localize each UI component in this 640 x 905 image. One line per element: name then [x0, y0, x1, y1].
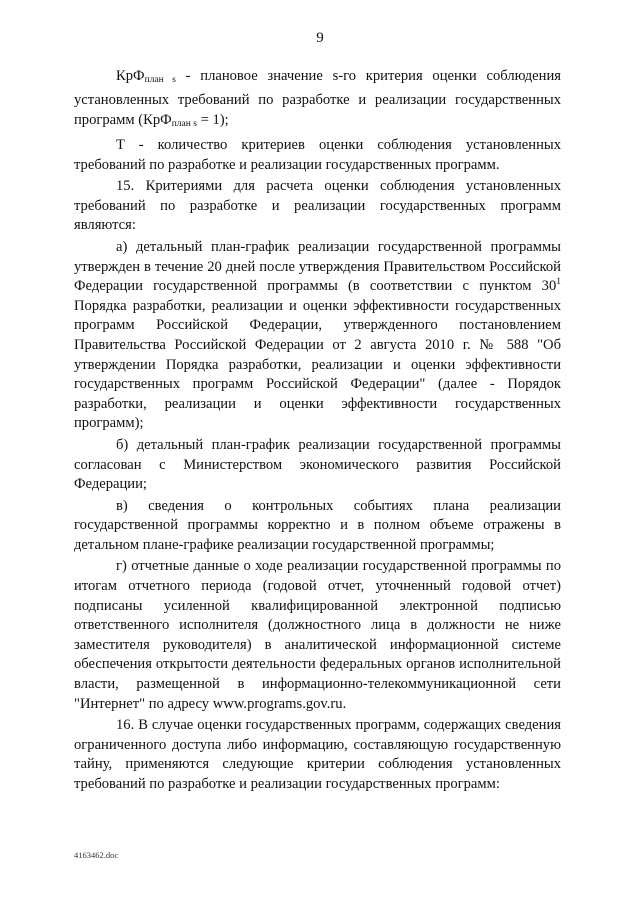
page-number: 9 — [316, 30, 324, 46]
paragraph-t-definition: T - количество критериев оценки соблюдения установленных требований по разработке и реализации государственных программ. — [74, 137, 561, 173]
paragraph-15: 15. Критериями для расчета оценки соблюдения установленных требований по разработке и реализации государственных программ являются: — [74, 178, 561, 234]
footer-filename: 4163462.doc — [74, 850, 119, 860]
paragraph-krf-definition: КрФ$_{план s}$ - плановое значение s-го критерия оценки соблюдения установленных требований по разработке и реализации государственных программ (КрФ$_{план s}$ = 1); — [74, 68, 561, 129]
paragraph-16: 16. В случае оценки государственных программ, содержащих сведения ограниченного доступа либо информацию, составляющую государственную тайну, применяются следующие критерии соблюдения установленных требований по разработке и реализации государственных программ: — [74, 717, 561, 792]
document-body — [74, 66, 561, 797]
krf-symbol: КрФ$_{план s}$ — [116, 68, 176, 85]
paragraph-15a: а) детальный план-график реализации государственной программы утвержден в течение 20 дней после утверждения Правительством Российской Федерации государственной программы (в соответствии с пунктом $30^1$ Порядка разработки, реализации и оценки эффективности государственных программ Российской Федерации, утвержденного постановлением Правительства Российской Федерации от 2 августа 2010 г. № 588 "Об утверждении Порядка разработки, реализации и оценки эффективности государственных программ Российской Федерации" (далее - Порядок разработки, реализации и оценки эффективности государственных программ); — [74, 238, 561, 432]
paragraph-15b: б) детальный план-график реализации государственной программы согласован с Министерством экономического развития Российской Федерации; — [74, 436, 561, 493]
paragraph-15g: г) отчетные данные о ходе реализации государственной программы по итогам отчетного периода (годовой отчет, уточненный годовой отчет) подписаны усиленной квалифицированной электронной подписью ответственного исполнителя (должностного лица в должности не ниже заместителя руководителя) в аналитической информационной системе обеспечения открытости деятельности федеральных органов исполнительной власти, размещенной в информационно-телекоммуникационной сети "Интернет" по адресу www.programs.gov.ru. — [74, 558, 561, 712]
krf-symbol-inline: КрФ$_{план s}$ — [143, 112, 197, 129]
paragraph-15v: в) сведения о контрольных событиях плана реализации государственной программы корректно и в полном объеме отражены в детальном плане-графике реализации государственной программы; — [74, 497, 561, 553]
